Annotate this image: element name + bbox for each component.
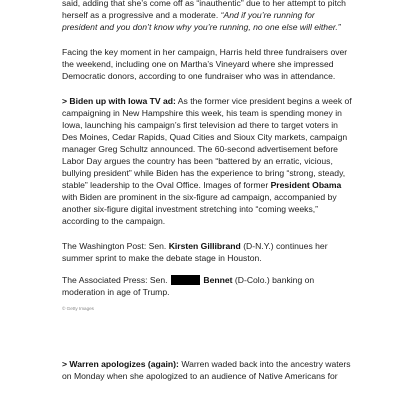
biden-text-continued: with Biden are prominent in the six-figure ad campaign, accompanied by another six-figure digital investment stretching into “coming weeks,” according to the campaign.: [62, 192, 337, 226]
biden-text: As the former vice president begins a week of campaigning in New Hampshire this week, his team is spending money in Iowa, launching his campaign’s first television ad there to target voters in Des Moines, Cedar Rapids, Quad Cities and Sioux City markets, campaign manager Greg Schultz announced. The 60-second advertisement before Labor Day argues the country has been “battered by an erratic, vicious, bullying president” while Biden has the experience to bring “strong, steady, stable” leadership to the Oval Office. Images of former: [62, 96, 352, 190]
biden-paragraph: [62, 95, 352, 227]
bennet-text: (D-Colo.) banking on moderation in age of Trump.: [62, 275, 315, 297]
obama-name: President Obama: [270, 180, 342, 190]
gillibrand-source: The Washington Post: Sen.: [62, 241, 167, 251]
bennet-source: The Associated Press: Sen.: [62, 275, 168, 285]
warren-heading: > Warren apologizes (again):: [62, 359, 179, 369]
warren-paragraph: [62, 358, 352, 382]
redaction-bar: [171, 275, 200, 285]
gillibrand-name: Kirsten Gillibrand: [168, 241, 241, 251]
biden-heading: > Biden up with Iowa TV ad:: [62, 96, 176, 106]
article-body: [62, 0, 352, 395]
intro-text: said, adding that she’s come off as “inauthentic” due to her attempt to pitch herself as a progressive and a moderate.: [62, 0, 346, 20]
bennet-item: [62, 274, 352, 298]
harris-paragraph: Facing the key moment in her campaign, Harris held three fundraisers over the weekend, including one on Martha’s Vineyard where she impressed Democratic donors, according to one fundraiser who was in attendance.: [62, 47, 348, 81]
image-credit: © Getty Images: [62, 306, 94, 311]
gillibrand-item: [62, 240, 352, 264]
intro-quote: “And if you’re running for president and you don’t know why you’re running, no one else will either.”: [62, 10, 341, 32]
intro-paragraph: [62, 0, 352, 33]
warren-text: Warren waded back into the ancestry waters on Monday when she apologized to an audience of Native Americans for: [62, 359, 351, 381]
gillibrand-text: (D-N.Y.) continues her summer sprint to make the debate stage in Houston.: [62, 241, 328, 263]
bennet-name: Bennet: [203, 275, 233, 285]
